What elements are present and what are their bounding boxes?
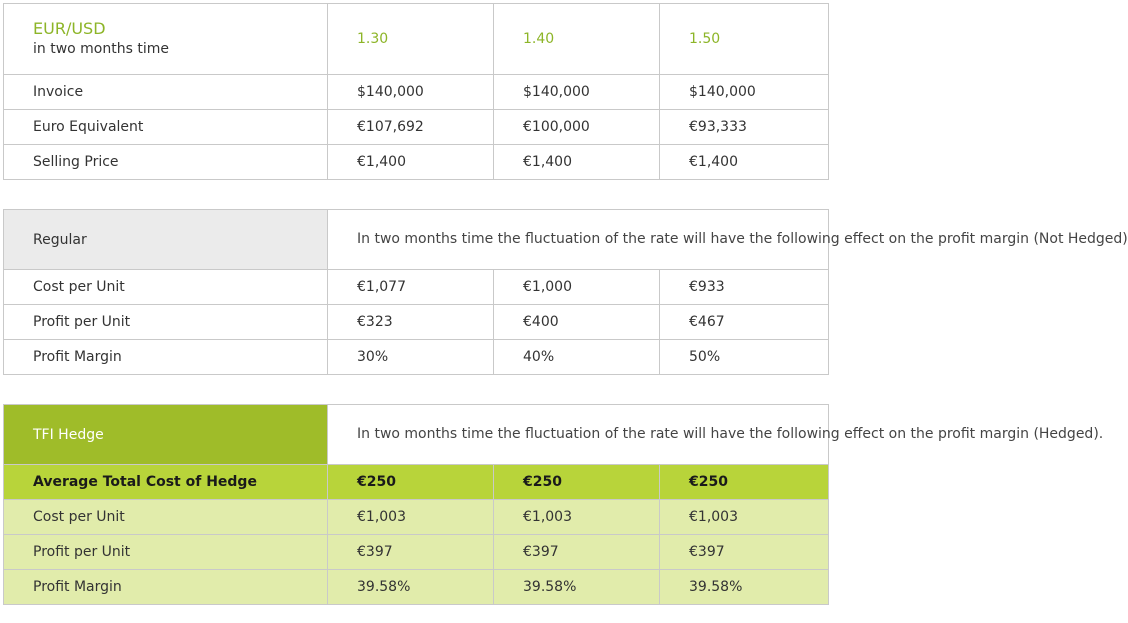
row-label: Profit Margin bbox=[4, 570, 328, 605]
table-row bbox=[4, 110, 829, 145]
table-row bbox=[4, 305, 829, 340]
table-cell: €250 bbox=[494, 465, 660, 500]
table-cell: $140,000 bbox=[660, 75, 829, 110]
row-label: Profit per Unit bbox=[4, 305, 328, 340]
rate-header-row bbox=[4, 4, 829, 75]
table-cell: 39.58% bbox=[660, 570, 829, 605]
row-label: Profit Margin bbox=[4, 340, 328, 375]
table-cell: €250 bbox=[660, 465, 829, 500]
table-cell: €250 bbox=[328, 465, 494, 500]
section-spacer bbox=[4, 375, 829, 405]
table-cell: €93,333 bbox=[660, 110, 829, 145]
regular-section-note: In two months time the fluctuation of the rate will have the following effect on the profit margin (Not Hedged) bbox=[328, 210, 829, 270]
table-cell: €1,400 bbox=[660, 145, 829, 180]
table-cell: €1,000 bbox=[494, 270, 660, 305]
table-cell: €1,400 bbox=[328, 145, 494, 180]
table-cell: €933 bbox=[660, 270, 829, 305]
row-label: Selling Price bbox=[4, 145, 328, 180]
table-cell: €100,000 bbox=[494, 110, 660, 145]
table-cell: €1,400 bbox=[494, 145, 660, 180]
hedge-section-note: In two months time the fluctuation of the rate will have the following effect on the profit margin (Hedged). bbox=[328, 405, 829, 465]
rate-header: 1.50 bbox=[660, 4, 829, 75]
spacer-cell bbox=[4, 180, 829, 210]
row-label: Cost per Unit bbox=[4, 500, 328, 535]
hedge-section-title: TFI Hedge bbox=[4, 405, 328, 465]
timeframe-label: in two months time bbox=[33, 41, 169, 57]
table-cell: 40% bbox=[494, 340, 660, 375]
table-cell: €1,077 bbox=[328, 270, 494, 305]
regular-section-title: Regular bbox=[4, 210, 328, 270]
table-cell: €1,003 bbox=[328, 500, 494, 535]
row-label: Invoice bbox=[4, 75, 328, 110]
row-label: Euro Equivalent bbox=[4, 110, 328, 145]
currency-pair-cell bbox=[4, 4, 328, 75]
table-cell: $140,000 bbox=[328, 75, 494, 110]
table-cell: €400 bbox=[494, 305, 660, 340]
profit-comparison-table bbox=[3, 3, 1128, 605]
section-spacer bbox=[4, 180, 829, 210]
row-label: Cost per Unit bbox=[4, 270, 328, 305]
table-cell: €1,003 bbox=[660, 500, 829, 535]
table-row bbox=[4, 535, 829, 570]
table-cell: 50% bbox=[660, 340, 829, 375]
rate-header: 1.30 bbox=[328, 4, 494, 75]
table-cell: 30% bbox=[328, 340, 494, 375]
table-row bbox=[4, 270, 829, 305]
row-label: Average Total Cost of Hedge bbox=[4, 465, 328, 500]
spacer-cell bbox=[4, 375, 829, 405]
rate-header: 1.40 bbox=[494, 4, 660, 75]
table-cell: €107,692 bbox=[328, 110, 494, 145]
table-cell: 39.58% bbox=[328, 570, 494, 605]
row-label: Profit per Unit bbox=[4, 535, 328, 570]
table-row bbox=[4, 75, 829, 110]
hedge-section-header bbox=[4, 405, 829, 465]
hedge-cost-row bbox=[4, 465, 829, 500]
table-cell: €397 bbox=[328, 535, 494, 570]
table-row bbox=[4, 145, 829, 180]
table-cell: 39.58% bbox=[494, 570, 660, 605]
currency-pair-label: EUR/USD bbox=[33, 19, 106, 38]
table-cell: €1,003 bbox=[494, 500, 660, 535]
table-row bbox=[4, 340, 829, 375]
table-cell: $140,000 bbox=[494, 75, 660, 110]
table-cell: €397 bbox=[494, 535, 660, 570]
table-row bbox=[4, 500, 829, 535]
table-row bbox=[4, 570, 829, 605]
table-cell: €397 bbox=[660, 535, 829, 570]
table-cell: €467 bbox=[660, 305, 829, 340]
regular-section-header bbox=[4, 210, 829, 270]
table-cell: €323 bbox=[328, 305, 494, 340]
